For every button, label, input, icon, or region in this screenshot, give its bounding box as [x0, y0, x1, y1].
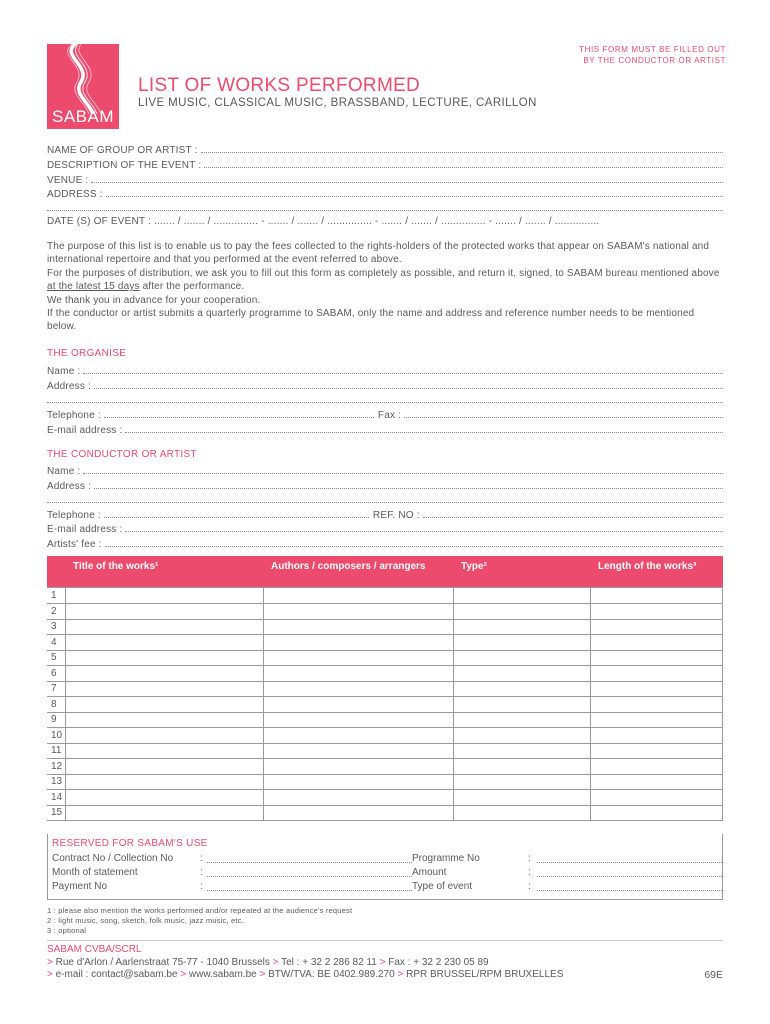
length-cell[interactable] — [590, 697, 723, 713]
authors-cell[interactable] — [263, 666, 453, 682]
address-field-line-2[interactable] — [47, 200, 723, 214]
row-number: 3 — [47, 619, 65, 635]
conductor-name-field[interactable] — [47, 463, 723, 477]
address-label: ADDRESS : — [47, 189, 103, 200]
artists-fee-field[interactable] — [47, 536, 723, 550]
arrow-icon: > — [47, 969, 53, 980]
title-cell[interactable] — [65, 774, 263, 790]
authors-cell[interactable] — [263, 743, 453, 759]
fill-out-notice — [486, 44, 726, 66]
logo-text: SABAM — [51, 107, 115, 126]
title-cell[interactable] — [65, 743, 263, 759]
row-number: 7 — [47, 681, 65, 697]
works-table-row — [47, 743, 723, 759]
event-type-label: Type of event — [412, 881, 473, 892]
works-table-row — [47, 790, 723, 806]
title-cell[interactable] — [65, 805, 263, 821]
authors-cell[interactable] — [263, 805, 453, 821]
footer-divider — [47, 940, 723, 941]
event-description-label: DESCRIPTION OF THE EVENT : — [47, 160, 202, 171]
title-cell[interactable] — [65, 790, 263, 806]
conductor-telephone-label: Telephone : — [47, 510, 101, 521]
works-table-row — [47, 587, 723, 604]
length-cell[interactable] — [590, 759, 723, 775]
vat-number: BTW/TVA: BE 0402.989.270 — [268, 969, 395, 980]
arrow-icon: > — [397, 969, 404, 980]
title-cell[interactable] — [65, 759, 263, 775]
organiser-address-field[interactable] — [47, 378, 723, 392]
sabam-wave-icon — [47, 44, 119, 114]
footnote-2: 2 : light music, song, sketch, folk music, jazz music, etc. — [47, 916, 244, 925]
works-table-row — [47, 774, 723, 790]
organiser-fax-label: Fax : — [377, 410, 402, 421]
length-cell[interactable] — [590, 619, 723, 635]
page-title: LIST OF WORKS PERFORMED — [138, 75, 421, 96]
type-cell[interactable] — [453, 619, 590, 635]
authors-cell[interactable] — [263, 635, 453, 651]
title-header: Title of the works¹ — [65, 556, 263, 587]
event-dates-field[interactable] — [47, 215, 723, 229]
row-number: 12 — [47, 759, 65, 775]
conductor-heading: THE CONDUCTOR OR ARTIST — [47, 449, 197, 460]
works-table-row — [47, 619, 723, 635]
length-cell[interactable] — [590, 805, 723, 821]
arrow-icon: > — [259, 969, 266, 980]
intro-text — [47, 240, 723, 334]
organiser-name-field[interactable] — [47, 363, 723, 377]
authors-cell[interactable] — [263, 774, 453, 790]
title-cell[interactable] — [65, 681, 263, 697]
payment-label: Payment No — [52, 881, 108, 892]
title-cell[interactable] — [65, 712, 263, 728]
artists-fee-label: Artists' fee : — [47, 539, 102, 550]
authors-header: Authors / composers / arrangers — [263, 556, 453, 587]
organiser-telephone-label: Telephone : — [47, 410, 101, 421]
type-cell[interactable] — [453, 587, 590, 604]
type-cell[interactable] — [453, 635, 590, 651]
conductor-ref-label: REF. NO : — [372, 510, 420, 521]
row-number: 1 — [47, 587, 65, 604]
length-cell[interactable] — [590, 650, 723, 666]
works-table-row — [47, 759, 723, 775]
authors-cell[interactable] — [263, 759, 453, 775]
title-cell[interactable] — [65, 619, 263, 635]
length-cell[interactable] — [590, 743, 723, 759]
organiser-address-label: Address : — [47, 381, 92, 392]
works-table-row — [47, 666, 723, 682]
row-number: 2 — [47, 604, 65, 620]
type-cell[interactable] — [453, 728, 590, 744]
length-cell[interactable] — [590, 587, 723, 604]
programme-label: Programme No — [412, 853, 480, 864]
works-table-row — [47, 697, 723, 713]
row-number: 5 — [47, 650, 65, 666]
arrow-icon: > — [272, 956, 279, 968]
event-description-field[interactable] — [47, 157, 723, 171]
row-number: 13 — [47, 774, 65, 790]
venue-label: VENUE : — [47, 175, 89, 186]
length-cell[interactable] — [590, 728, 723, 744]
type-cell[interactable] — [453, 743, 590, 759]
conductor-email-field[interactable] — [47, 521, 723, 535]
row-number: 4 — [47, 635, 65, 651]
works-table-row — [47, 712, 723, 728]
type-cell[interactable] — [453, 790, 590, 806]
amount-label: Amount — [412, 867, 447, 878]
group-name-label: NAME OF GROUP OR ARTIST : — [47, 145, 198, 156]
arrow-icon: > — [47, 956, 53, 968]
row-number: 8 — [47, 697, 65, 713]
rpr-text: RPR BRUSSEL/RPM BRUXELLES — [406, 969, 564, 980]
reserved-heading: RESERVED FOR SABAM'S USE — [52, 838, 208, 849]
conductor-address-field[interactable] — [47, 478, 723, 492]
conductor-address-line-2[interactable] — [47, 492, 723, 506]
type-cell[interactable] — [453, 712, 590, 728]
title-cell[interactable] — [65, 650, 263, 666]
type-cell[interactable] — [453, 759, 590, 775]
intro-paragraph-4: If the conductor or artist submits a quarterly programme to SABAM, only the name and address and reference number needs to be mentioned below. — [47, 308, 695, 333]
conductor-telephone-ref-field[interactable] — [47, 507, 723, 521]
type-cell[interactable] — [453, 650, 590, 666]
title-cell[interactable] — [65, 728, 263, 744]
row-number: 10 — [47, 728, 65, 744]
intro-paragraph-3: We thank you in advance for your cooperation. — [47, 294, 261, 306]
footnote-1: 1 : please also mention the works performed and/or repeated at the audience's request — [47, 906, 353, 915]
type-cell[interactable] — [453, 604, 590, 620]
organiser-address-line-2[interactable] — [47, 392, 723, 406]
row-number: 15 — [47, 805, 65, 821]
intro-paragraph-2: For the purposes of distribution, we ask you to fill out this form as completely as possible, and return it, signed, to SABAM bureau mentioned above at the latest 15 days after the performance. — [47, 267, 720, 293]
type-cell[interactable] — [453, 805, 590, 821]
footer — [47, 944, 723, 982]
title-cell[interactable] — [65, 604, 263, 620]
notice-line-2: BY THE CONDUCTOR OR ARTIST — [583, 56, 726, 65]
arrow-icon: > — [379, 956, 386, 968]
telephone: Tel : + 32 2 286 82 11 — [281, 956, 377, 968]
organiser-name-label: Name : — [47, 366, 81, 377]
conductor-name-label: Name : — [47, 466, 81, 477]
authors-cell[interactable] — [263, 650, 453, 666]
reserved-section — [47, 834, 723, 900]
statement-label: Month of statement — [52, 867, 138, 878]
type-header: Type² — [453, 556, 590, 587]
conductor-address-label: Address : — [47, 481, 92, 492]
footnotes — [47, 906, 352, 936]
works-table-row — [47, 650, 723, 666]
sabam-logo — [47, 44, 119, 129]
deadline-text: at the latest 15 days — [47, 281, 140, 293]
length-header: Length of the works³ — [590, 556, 723, 587]
length-cell[interactable] — [590, 712, 723, 728]
length-cell[interactable] — [590, 666, 723, 682]
type-cell[interactable] — [453, 681, 590, 697]
length-cell[interactable] — [590, 635, 723, 651]
row-number: 9 — [47, 712, 65, 728]
length-cell[interactable] — [590, 681, 723, 697]
footer-contact-line — [47, 969, 723, 982]
works-table-row — [47, 728, 723, 744]
authors-cell[interactable] — [263, 712, 453, 728]
type-cell[interactable] — [453, 697, 590, 713]
contract-programme-row[interactable]: Contract No / Collection No : Programme No : — [52, 852, 722, 866]
email-link[interactable]: e-mail : contact@sabam.be — [55, 969, 178, 980]
fax: Fax : + 32 2 230 05 89 — [388, 956, 489, 968]
title-cell[interactable] — [65, 666, 263, 682]
works-table-row — [47, 681, 723, 697]
notice-line-1: THIS FORM MUST BE FILLED OUT — [579, 45, 726, 54]
payment-type-row[interactable]: Payment No : Type of event : — [52, 880, 722, 894]
row-number-header — [47, 556, 65, 587]
works-table-row — [47, 635, 723, 651]
organiser-telephone-fax-field[interactable] — [47, 407, 723, 421]
works-table — [47, 556, 723, 821]
arrow-icon: > — [180, 969, 187, 980]
contract-label: Contract No / Collection No — [52, 853, 174, 864]
authors-cell[interactable] — [263, 619, 453, 635]
intro-paragraph-1: The purpose of this list is to enable us to pay the fees collected to the rights-holders of the protected works that appear on SABAM's national and international repertoire and that you performed at the event referred to above. — [47, 241, 710, 266]
title-cell[interactable] — [65, 697, 263, 713]
organiser-email-label: E-mail address : — [47, 425, 123, 436]
form-code: 69E — [704, 969, 723, 981]
authors-cell[interactable] — [263, 604, 453, 620]
works-table-header — [47, 556, 723, 587]
row-number: 6 — [47, 666, 65, 682]
works-table-row — [47, 604, 723, 620]
row-number: 11 — [47, 743, 65, 759]
postal-address: Rue d'Arlon / Aarlenstraat 75-77 - 1040 Brussels — [55, 956, 270, 968]
website-link[interactable]: www.sabam.be — [188, 969, 257, 980]
works-table-row — [47, 805, 723, 821]
organiser-email-field[interactable] — [47, 422, 723, 436]
venue-field[interactable] — [47, 172, 723, 186]
footer-address-line — [47, 957, 723, 970]
length-cell[interactable] — [590, 604, 723, 620]
length-cell[interactable] — [590, 790, 723, 806]
group-name-field[interactable] — [47, 142, 723, 156]
authors-cell[interactable] — [263, 681, 453, 697]
authors-cell[interactable] — [263, 697, 453, 713]
event-dates-label: DATE (S) OF EVENT : ....... / ....... / ............... - ....... / ....... / ............... - ....... / ....... / ............... - ....... / ....... / ............... — [47, 216, 600, 227]
conductor-email-label: E-mail address : — [47, 524, 123, 535]
title-cell[interactable] — [65, 587, 263, 604]
authors-cell[interactable] — [263, 790, 453, 806]
address-field[interactable] — [47, 186, 723, 200]
authors-cell[interactable] — [263, 587, 453, 604]
company-name: SABAM CVBA/SCRL — [47, 944, 142, 955]
length-cell[interactable] — [590, 774, 723, 790]
authors-cell[interactable] — [263, 728, 453, 744]
statement-amount-row[interactable]: Month of statement : Amount : — [52, 866, 722, 880]
row-number: 14 — [47, 790, 65, 806]
type-cell[interactable] — [453, 666, 590, 682]
page-subtitle: LIVE MUSIC, CLASSICAL MUSIC, BRASSBAND, LECTURE, CARILLON — [138, 97, 537, 109]
title-cell[interactable] — [65, 635, 263, 651]
type-cell[interactable] — [453, 774, 590, 790]
footnote-3: 3 : optional — [47, 926, 87, 935]
organiser-heading: THE ORGANISE — [47, 348, 127, 359]
